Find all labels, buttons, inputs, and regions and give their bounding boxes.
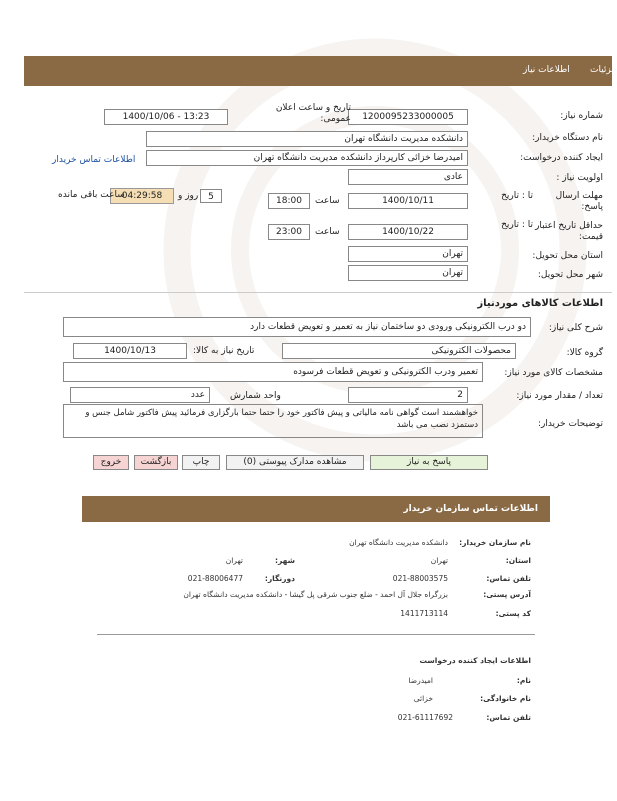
goods-section-title: اطلاعات کالاهای موردنیاز: [477, 298, 603, 309]
creator-last-name-label: نام خانوادگی:: [480, 694, 531, 703]
creator-field: امیدرضا خزائی کارپرداز دانشکده مدیریت دانشگاه تهران: [146, 150, 468, 166]
contact-city-label: شهر:: [275, 556, 295, 565]
unit-label: واحد شمارش: [230, 391, 281, 401]
need-date-field: 1400/10/13: [73, 343, 187, 359]
creator-first-name-label: نام:: [516, 676, 531, 685]
tab-need-info[interactable]: اطلاعات نیاز: [523, 65, 570, 75]
contact-divider: [97, 634, 535, 635]
province-label: استان محل تحویل:: [532, 251, 603, 261]
goods-group-field: محصولات الکترونیکی: [282, 343, 516, 359]
remaining-hours-label: ساعت باقی مانده: [58, 190, 125, 200]
divider: [24, 292, 612, 293]
spec-field: تعمیر ودرب الکترونیکی و تعویض قطعات فرسوده: [63, 362, 483, 382]
back-button[interactable]: بازگشت: [134, 455, 178, 470]
deadline-time-label: ساعت: [315, 196, 340, 206]
creator-section-title: اطلاعات ایجاد کننده درخواست: [419, 656, 531, 665]
contact-fax-value: 021-88006477: [187, 574, 243, 583]
reply-button[interactable]: پاسخ به نیاز: [370, 455, 488, 470]
validity-time-field: 23:00: [268, 224, 310, 240]
contact-header-bar: [82, 496, 550, 522]
creator-first-name-value: امیدرضا: [408, 676, 433, 685]
buyer-notes-field: خواهشمند است گواهی نامه مالیاتی و پیش فاکتور خود را حتما حتما بارگزاری فرمائید پیش فاکتور شامل جنس و دستمزد نصب می باشد: [63, 404, 483, 438]
exit-button[interactable]: خروج: [93, 455, 129, 470]
validity-time-label: ساعت: [315, 227, 340, 237]
deadline-time-field: 18:00: [268, 193, 310, 209]
creator-phone-label: تلفن تماس:: [486, 713, 531, 722]
need-number-field: 1200095233000005: [348, 109, 468, 125]
contact-postal-value: 1411713114: [400, 609, 448, 618]
creator-phone-value: 021-61117692: [397, 713, 453, 722]
priority-field: عادی: [348, 169, 468, 185]
days-label: روز و: [178, 191, 199, 201]
deadline-to-date-label: تا : تاریخ: [501, 191, 533, 201]
deadline-date-field: 1400/10/11: [348, 193, 468, 209]
announce-label: تاریخ و ساعت اعلان عمومی:: [275, 103, 351, 124]
contact-city-value: تهران: [225, 556, 243, 565]
contact-org-value: دانشکده مدیریت دانشگاه تهران: [349, 538, 448, 547]
buyer-contact-link[interactable]: اطلاعات تماس خریدار: [52, 155, 136, 165]
city-label: شهر محل تحویل:: [537, 270, 603, 280]
creator-last-name-value: خزائی: [413, 694, 433, 703]
deadline-label: مهلت ارسال پاسخ:: [555, 191, 603, 212]
need-number-label: شماره نیاز:: [560, 111, 603, 121]
province-field: تهران: [348, 246, 468, 262]
announce-field: 1400/10/06 - 13:23: [104, 109, 228, 125]
validity-to-date-label: تا : تاریخ: [501, 220, 533, 230]
contact-title: اطلاعات تماس سازمان خریدار: [403, 504, 538, 514]
spec-label: مشخصات کالای مورد نیاز:: [504, 368, 603, 378]
general-desc-field: دو درب الکترونیکی ورودی دو ساختمان نیاز به تعمیر و تعویض قطعات دارد: [63, 317, 531, 337]
buyer-org-label: نام دستگاه خریدار:: [532, 133, 603, 143]
days-remaining-field: 5: [200, 189, 222, 203]
page-header-bar: [24, 56, 617, 86]
contact-province-label: استان:: [505, 556, 531, 565]
qty-label: تعداد / مقدار مورد نیاز:: [516, 391, 603, 401]
unit-field: عدد: [70, 387, 210, 403]
validity-date-field: 1400/10/22: [348, 224, 468, 240]
creator-label: ایجاد کننده درخواست:: [520, 153, 603, 163]
buyer-org-field: دانشکده مدیریت دانشگاه تهران: [146, 131, 468, 147]
goods-group-label: گروه کالا:: [566, 348, 603, 358]
attachments-button[interactable]: مشاهده مدارک پیوستی (0): [226, 455, 364, 470]
contact-fax-label: دورنگار:: [264, 574, 295, 583]
contact-phone-value: 021-88003575: [392, 574, 448, 583]
qty-field: 2: [348, 387, 468, 403]
tab-details[interactable]: جزئیات: [590, 65, 617, 75]
contact-address-label: آدرس پستی:: [483, 590, 531, 599]
contact-postal-label: کد پستی:: [495, 609, 531, 618]
countdown-timer: 04:29:58: [110, 188, 174, 204]
buyer-notes-label: توضیحات خریدار:: [537, 419, 603, 429]
contact-org-label: نام سازمان خریدار:: [459, 538, 531, 547]
city-field: تهران: [348, 265, 468, 281]
print-button[interactable]: چاپ: [182, 455, 220, 470]
general-desc-label: شرح کلی نیاز:: [548, 323, 603, 333]
need-date-label: تاریخ نیاز به کالا:: [193, 346, 255, 356]
contact-address-value: بزرگراه جلال آل احمد - ضلع جنوب شرقی پل گیشا - دانشکده مدیریت دانشگاه تهران: [183, 590, 448, 599]
contact-phone-label: تلفن تماس:: [486, 574, 531, 583]
min-validity-label: حداقل تاریخ اعتبار قیمت:: [535, 221, 603, 242]
contact-province-value: تهران: [430, 556, 448, 565]
priority-label: اولویت نیاز :: [556, 173, 603, 183]
